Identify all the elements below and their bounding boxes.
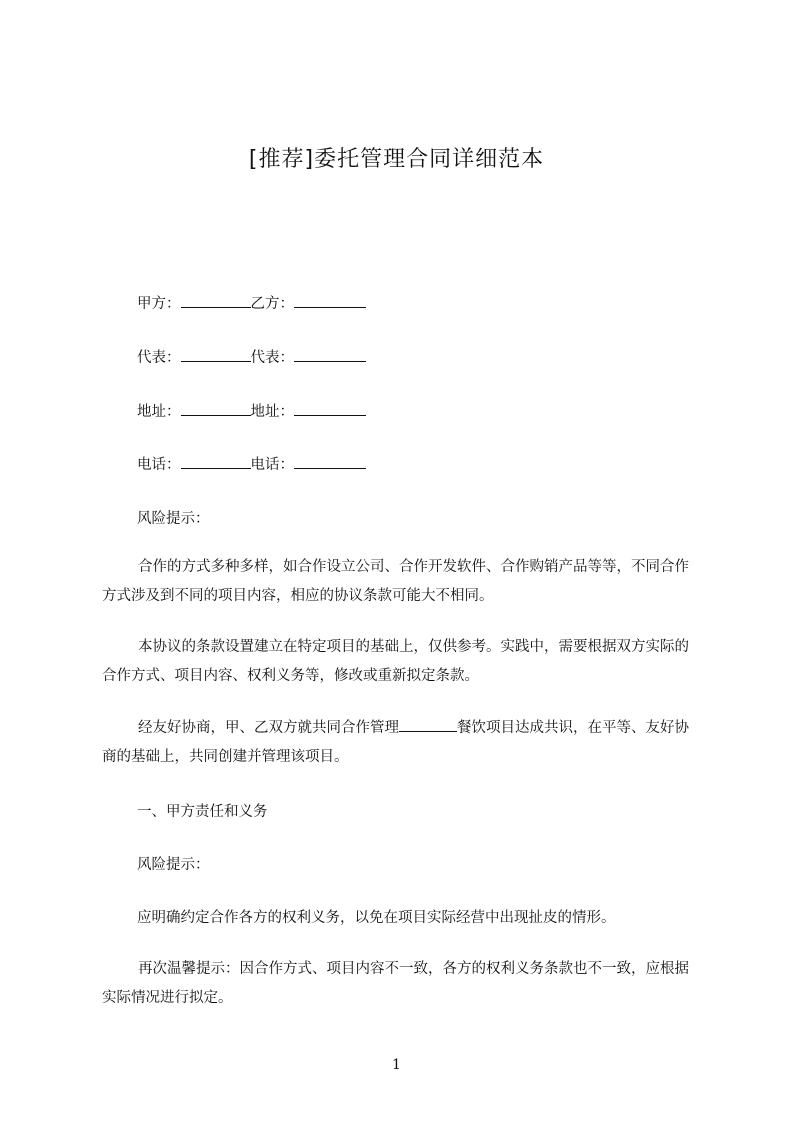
party-b-label: 代表： bbox=[250, 350, 294, 366]
section-heading: 一、甲方责任和义务 bbox=[137, 804, 268, 820]
party-b-label: 乙方： bbox=[250, 296, 294, 312]
party-line-name bbox=[137, 292, 366, 313]
party-line-address bbox=[137, 400, 366, 421]
risk-label: 风险提示： bbox=[137, 857, 210, 873]
party-a-label: 代表： bbox=[137, 350, 181, 366]
party-line-phone bbox=[137, 453, 366, 474]
blank-field bbox=[294, 347, 366, 362]
paragraph-rights-obligations: 应明确约定合作各方的权利义务，以免在项目实际经营中出现扯皮的情形。 bbox=[137, 910, 616, 926]
blank-field bbox=[294, 293, 366, 308]
blank-field bbox=[399, 717, 457, 732]
consensus-text-end: 餐饮项目达成共识，在平等、友好协商的基础上，共同创建并管理该项目。 bbox=[102, 720, 689, 765]
blank-field bbox=[181, 401, 251, 416]
paragraph-agreement-reference: 本协议的条款设置建立在特定项目的基础上，仅供参考。实践中，需要根据双方实际的合作方式、项目内容、权利义务等，修改或重新拟定条款。 bbox=[102, 639, 689, 684]
paragraph-cooperation-methods: 合作的方式多种多样，如合作设立公司、合作开发软件、合作购销产品等等，不同合作方式涉及到不同的项目内容，相应的协议条款可能大不相同。 bbox=[102, 559, 689, 604]
blank-field bbox=[181, 454, 251, 469]
blank-field bbox=[294, 454, 366, 469]
paragraph-reminder: 再次温馨提示：因合作方式、项目内容不一致，各方的权利义务条款也不一致，应根据实际情况进行拟定。 bbox=[102, 961, 689, 1006]
party-a-label: 电话： bbox=[137, 457, 181, 473]
party-line-representative bbox=[137, 346, 366, 367]
page-number: 1 bbox=[392, 1057, 401, 1073]
party-b-label: 电话： bbox=[250, 457, 294, 473]
risk-label: 风险提示： bbox=[137, 511, 210, 527]
party-b-label: 地址： bbox=[250, 404, 294, 420]
paragraph-consensus bbox=[102, 714, 702, 772]
consensus-text-start: 经友好协商，甲、乙双方就共同合作管理 bbox=[138, 720, 399, 736]
document-title: [推荐]委托管理合同详细范本 bbox=[248, 147, 545, 172]
party-a-label: 地址： bbox=[137, 404, 181, 420]
blank-field bbox=[181, 347, 251, 362]
blank-field bbox=[294, 401, 366, 416]
blank-field bbox=[181, 293, 251, 308]
party-a-label: 甲方： bbox=[137, 296, 181, 312]
